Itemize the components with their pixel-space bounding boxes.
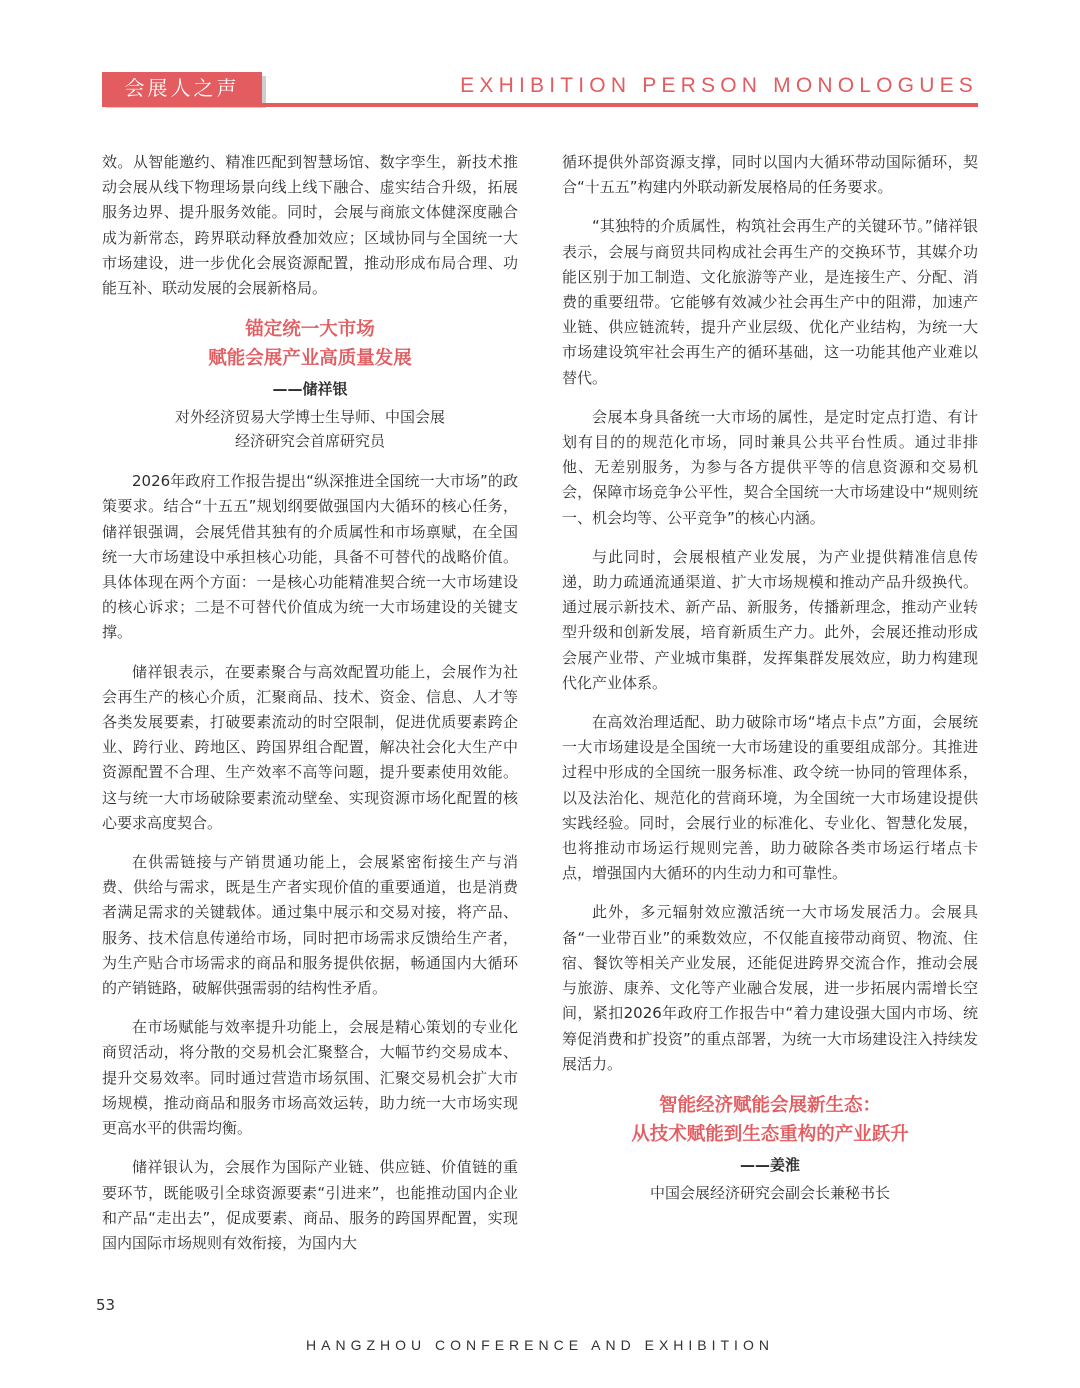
magazine-name: HANGZHOU CONFERENCE AND EXHIBITION: [306, 1337, 774, 1353]
author-name: ——储祥银: [272, 380, 348, 399]
affiliation-line: 经济研究会首席研究员: [234, 432, 385, 451]
paragraph: 在市场赋能与效率提升功能上，会展是精心策划的专业化商贸活动，将分散的交易机会汇聚整合，大幅节约交易成本、提升交易效率。同时通过营造市场氛围、汇聚交易机会扩大市场规模，推动商品和服务市场高效运转，助力统一大市场实现更高水平的供需均衡。: [102, 1018, 518, 1138]
paragraph: 会展本身具备统一大市场的属性，是定时定点打造、有计划有目的的规范化市场，同时兼具公共平台性质。通过非排他、无差别服务，为参与各方提供平等的信息资源和交易机会，保障市场竞争公平性，契合全国统一大市场建设中“规则统一、机会均等、公平竞争”的核心内涵。: [562, 407, 978, 527]
section-heading-line: 锚定统一大市场: [245, 319, 375, 341]
section-heading: [102, 315, 518, 373]
paragraph: 在高效治理适配、助力破除市场“堵点卡点”方面，会展统一大市场建设是全国统一大市场建设的重要组成部分。其推进过程中形成的全国统一服务标准、政令统一协同的管理体系，以及法治化、规范化的营商环境，为全国统一大市场建设提供实践经验。同时，会展行业的标准化、专业化、智慧化发展，也将推动市场运行规则完善，助力破除各类市场运行堵点卡点，增强国内大循环的内生动力和可靠性。: [562, 713, 978, 883]
paragraph: “其独特的介质属性，构筑社会再生产的关键环节。”储祥银表示，会展与商贸共同构成社会再生产的交换环节，其媒介功能区别于加工制造、文化旅游等产业，是连接生产、分配、消费的重要纽带。它能够有效减少社会再生产中的阻滞，加速产业链、供应链流转，提升产业层级、优化产业结构，为统一大市场建设筑牢社会再生产的循环基础，这一功能其他产业难以替代。: [562, 217, 978, 387]
paragraph: 此外，多元辐射效应激活统一大市场发展活力。会展具备“一业带百业”的乘数效应，不仅能直接带动商贸、物流、住宿、餐饮等相关产业发展，还能促进跨界交流合作，推动会展与旅游、康养、文化等产业融合发展，进一步拓展内需增长空间，紧扣2026年政府工作报告中“着力建设强大国内市场、统筹促消费和扩投资”的重点部署，为统一大市场建设注入持续发展活力。: [562, 903, 978, 1073]
section-title-en: EXHIBITION PERSON MONOLOGUES: [460, 74, 978, 97]
section-heading: [562, 1091, 978, 1149]
section-heading-line: 从技术赋能到生态重构的产业跃升: [631, 1123, 909, 1145]
right-column: [562, 150, 978, 1221]
paragraph: 效。从智能邀约、精准匹配到智慧场馆、数字孪生，新技术推动会展从线下物理场景向线上线下融合、虚实结合升级，拓展服务边界、提升服务效能。同时，会展与商旅文体健深度融合成为新常态，跨界联动释放叠加效应；区域协同与全国统一大市场建设，进一步优化会展资源配置，推动形成布局合理、功能互补、联动发展的会展新格局。: [102, 153, 518, 298]
paragraph: 在供需链接与产销贯通功能上，会展紧密衔接生产与消费、供给与需求，既是生产者实现价值的重要通道，也是消费者满足需求的关键载体。通过集中展示和交易对接，将产品、服务、技术信息传递给市场，同时把市场需求反馈给生产者，为生产贴合市场需求的商品和服务提供依据，畅通国内大循环的产销链路，破解供强需弱的结构性矛盾。: [102, 853, 518, 998]
author-affiliation: 中国会展经济研究会副会长兼秘书长: [649, 1183, 890, 1202]
paragraph: 与此同时，会展根植产业发展，为产业提供精准信息传递，助力疏通流通渠道、扩大市场规模和推动产品升级换代。通过展示新技术、新产品、新服务，传播新理念，推动产业转型升级和创新发展，培育新质生产力。此外，会展还推动形成会展产业带、产业城市集群，发挥集群发展效应，助力构建现代化产业体系。: [562, 547, 978, 692]
paragraph: 储祥银认为，会展作为国际产业链、供应链、价值链的重要环节，既能吸引全球资源要素“引进来”，也能推动国内企业和产品“走出去”，促成要素、商品、服务的跨国界配置，实现国内国际市场规则有效衔接，为国内大: [102, 1158, 518, 1252]
section-tag: 会展人之声: [124, 76, 240, 100]
paragraph: 储祥银表示，在要素聚合与高效配置功能上，会展作为社会再生产的核心介质，汇聚商品、技术、资金、信息、人才等各类发展要素，打破要素流动的时空限制，促进优质要素跨企业、跨行业、跨地区、跨国界组合配置，解决社会化大生产中资源配置不合理、生产效率不高等问题，提升要素使用效能。这与统一大市场破除要素流动壁垒、实现资源市场化配置的核心要求高度契合。: [102, 662, 518, 832]
paragraph: 2026年政府工作报告提出“纵深推进全国统一大市场”的政策要求。结合“十五五”规划纲要做强国内大循环的核心任务，储祥银强调，会展凭借其独有的介质属性和市场禀赋，在全国统一大市场建设中承担核心功能，具备不可替代的战略价值。具体体现在两个方面：一是核心功能精准契合统一大市场建设的核心诉求；二是不可替代价值成为统一大市场建设的关键支撑。: [102, 472, 518, 642]
left-column: [102, 150, 518, 1270]
paragraph: 循环提供外部资源支撑，同时以国内大循环带动国际循环，契合“十五五”构建内外联动新发展格局的任务要求。: [562, 153, 978, 197]
page-number: 53: [96, 1296, 116, 1314]
affiliation-line: 对外经济贸易大学博士生导师、中国会展: [174, 408, 445, 427]
section-heading-line: 赋能会展产业高质量发展: [208, 348, 412, 370]
section-heading-line: 智能经济赋能会展新生态：: [658, 1094, 881, 1116]
author-affiliation: [102, 405, 518, 453]
author-name: ——姜淮: [739, 1155, 800, 1174]
